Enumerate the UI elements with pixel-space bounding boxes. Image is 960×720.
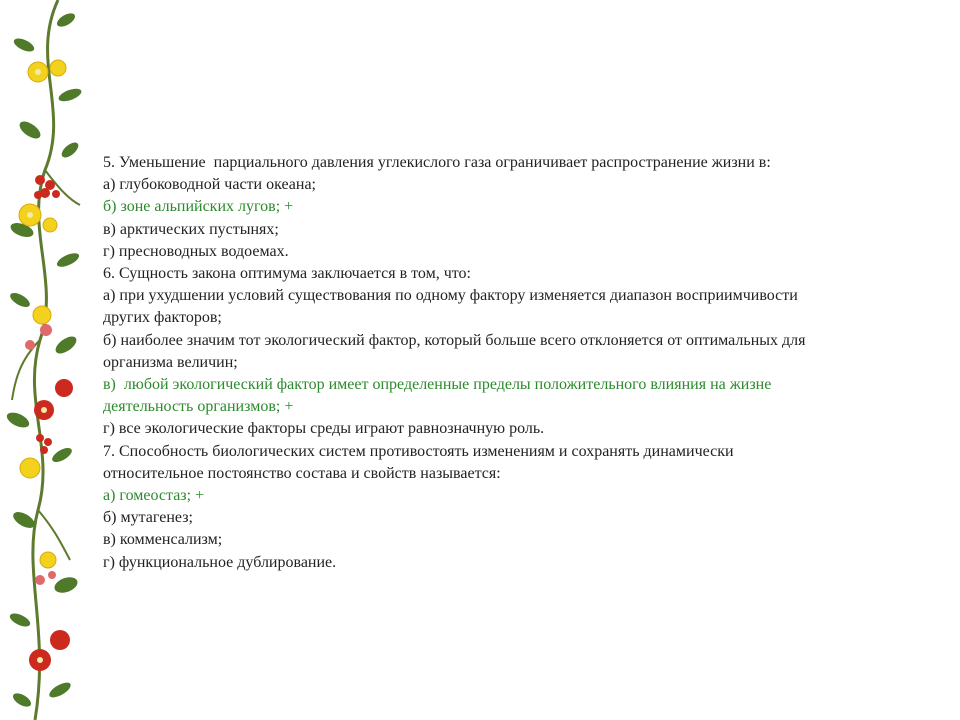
text-line: относительное постоянство состава и свойств называется: xyxy=(103,464,501,482)
text-line: г) все экологические факторы среды играют равнозначную роль. xyxy=(103,420,545,438)
text-line: в) комменсализм; xyxy=(103,531,223,549)
correct-answer-line: в) любой экологический фактор имеет определенные пределы положительного влияния на жизне xyxy=(103,376,772,394)
floral-vine-border-icon xyxy=(0,0,100,720)
text-line: других факторов; xyxy=(103,309,222,327)
text-line: г) пресноводных водоемах. xyxy=(103,242,289,260)
text-line: г) функциональное дублирование. xyxy=(103,553,337,571)
text-line: а) глубоководной части океана; xyxy=(103,176,316,194)
text-line: б) мутагенез; xyxy=(103,509,193,527)
text-line: 5. Уменьшение парциального давления углекислого газа ограничивает распространение жизни в: xyxy=(103,154,771,171)
correct-answer-line: а) гомеостаз; + xyxy=(103,487,205,505)
text-line: организма величин; xyxy=(103,353,238,371)
correct-answer-line: б) зоне альпийских лугов; + xyxy=(103,198,294,216)
vine-stem xyxy=(33,0,58,720)
text-line: б) наиболее значим тот экологический фактор, который больше всего отклоняется от оптимальных для xyxy=(103,331,806,349)
text-line: 7. Способность биологических систем противостоять изменениям и сохранять динамически xyxy=(103,442,734,460)
text-line: а) при ухудшении условий существования по одному фактору изменяется диапазон восприимчивости xyxy=(103,287,798,305)
text-line: 6. Сущность закона оптимума заключается в том, что: xyxy=(103,265,471,283)
correct-answer-line: деятельность организмов; + xyxy=(103,398,294,416)
text-line: в) арктических пустынях; xyxy=(103,220,279,238)
question-text-block xyxy=(103,152,943,574)
